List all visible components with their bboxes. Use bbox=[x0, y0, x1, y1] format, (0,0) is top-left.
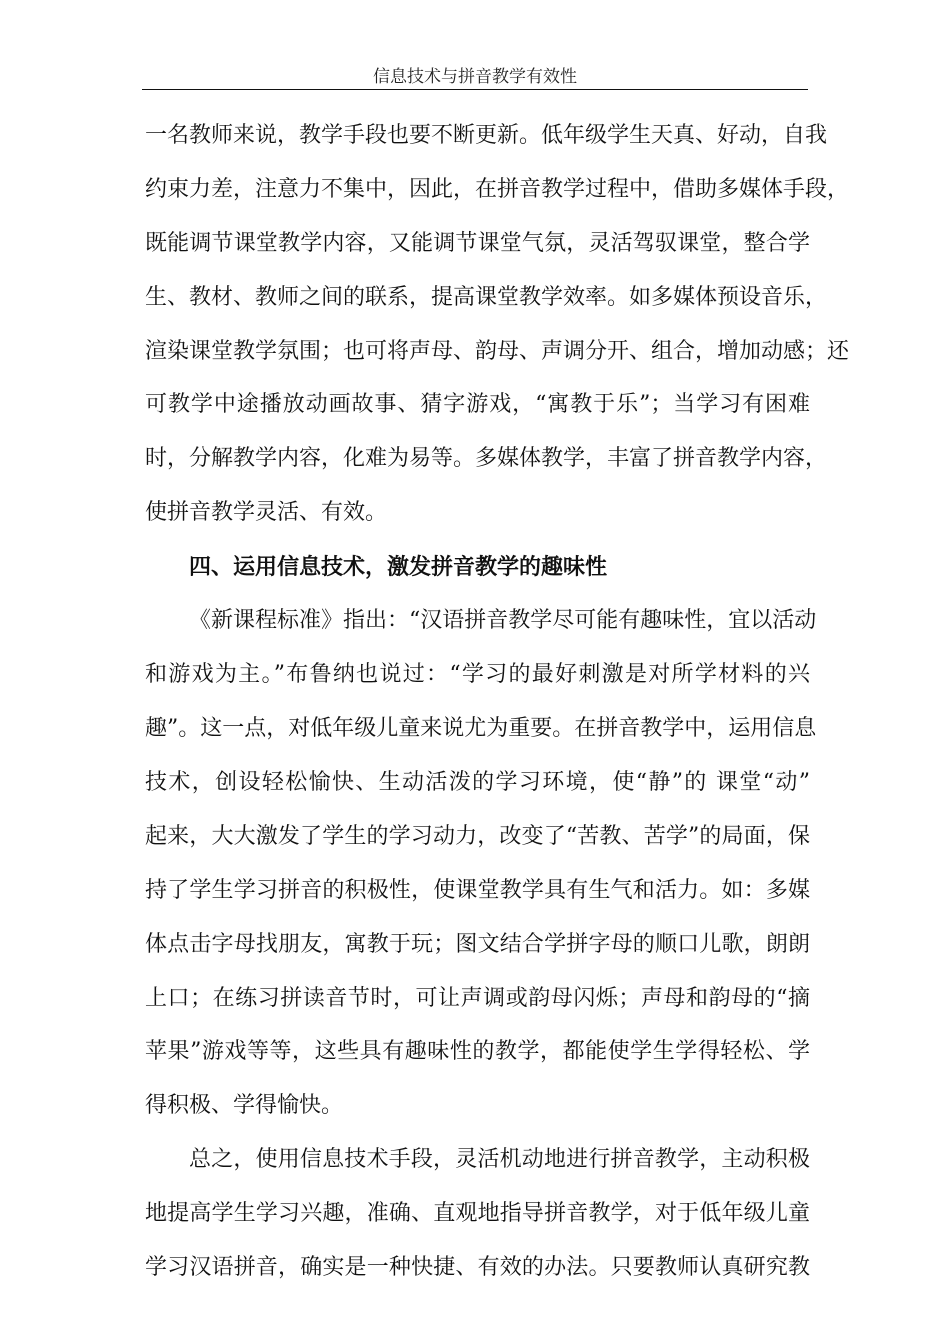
body-line: 起来，大大激发了学生的学习动力，改变了“苦教、苦学”的局面，保 bbox=[145, 824, 810, 849]
body-line: 既能调节课堂教学内容，又能调节课堂气氛，灵活驾驭课堂，整合学 bbox=[145, 231, 810, 256]
body-line: 使拼音教学灵活、有效。 bbox=[145, 500, 388, 525]
body-line: 《新课程标准》指出：“汉语拼音教学尽可能有趣味性，宜以活动 bbox=[189, 608, 817, 633]
body-line: 技术，创设轻松愉快、生动活泼的学习环境，使“静”的 课堂“动” bbox=[145, 770, 810, 795]
running-header: 信息技术与拼音教学有效性 bbox=[373, 67, 577, 87]
body-line: 可教学中途播放动画故事、猜字游戏，“寓教于乐”；当学习有困难 bbox=[145, 392, 810, 417]
body-line: 总之，使用信息技术手段，灵活机动地进行拼音教学，主动积极 bbox=[189, 1147, 810, 1172]
body-line: 渲染课堂教学氛围；也可将声母、韵母、声调分开、组合，增加动感；还 bbox=[145, 339, 850, 364]
body-line: 上口；在练习拼读音节时，可让声调或韵母闪烁；声母和韵母的“摘 bbox=[145, 986, 810, 1011]
body-line: 体点击字母找朋友，寓教于玩；图文结合学拼字母的顺口儿歌，朗朗 bbox=[145, 932, 810, 957]
body-line: 一名教师来说，教学手段也要不断更新。低年级学生天真、好动，自我 bbox=[145, 123, 828, 148]
body-line: 约束力差，注意力不集中，因此，在拼音教学过程中，借助多媒体手段， bbox=[145, 177, 850, 202]
body-line: 和游戏为主。”布鲁纳也说过：“学习的最好刺激是对所学材料的兴 bbox=[145, 662, 810, 687]
body-line: 苹果”游戏等等，这些具有趣味性的教学，都能使学生学得轻松、学 bbox=[145, 1039, 810, 1064]
body-line: 学习汉语拼音，确实是一种快捷、有效的办法。只要教师认真研究教 bbox=[145, 1255, 810, 1280]
body-line: 趣”。这一点，对低年级儿童来说尤为重要。在拼音教学中，运用信息 bbox=[145, 716, 817, 741]
body-line: 时，分解教学内容，化难为易等。多媒体教学，丰富了拼音教学内容， bbox=[145, 446, 828, 471]
body-line: 地提高学生学习兴趣，准确、直观地指导拼音教学，对于低年级儿童 bbox=[145, 1201, 810, 1226]
section-heading: 四、运用信息技术，激发拼音教学的趣味性 bbox=[189, 554, 608, 580]
body-line: 持了学生学习拼音的积极性，使课堂教学具有生气和活力。如：多媒 bbox=[145, 878, 810, 903]
header-divider bbox=[142, 89, 808, 90]
body-line: 得积极、学得愉快。 bbox=[145, 1093, 344, 1118]
body-line: 生、教材、教师之间的联系，提高课堂教学效率。如多媒体预设音乐， bbox=[145, 285, 828, 310]
